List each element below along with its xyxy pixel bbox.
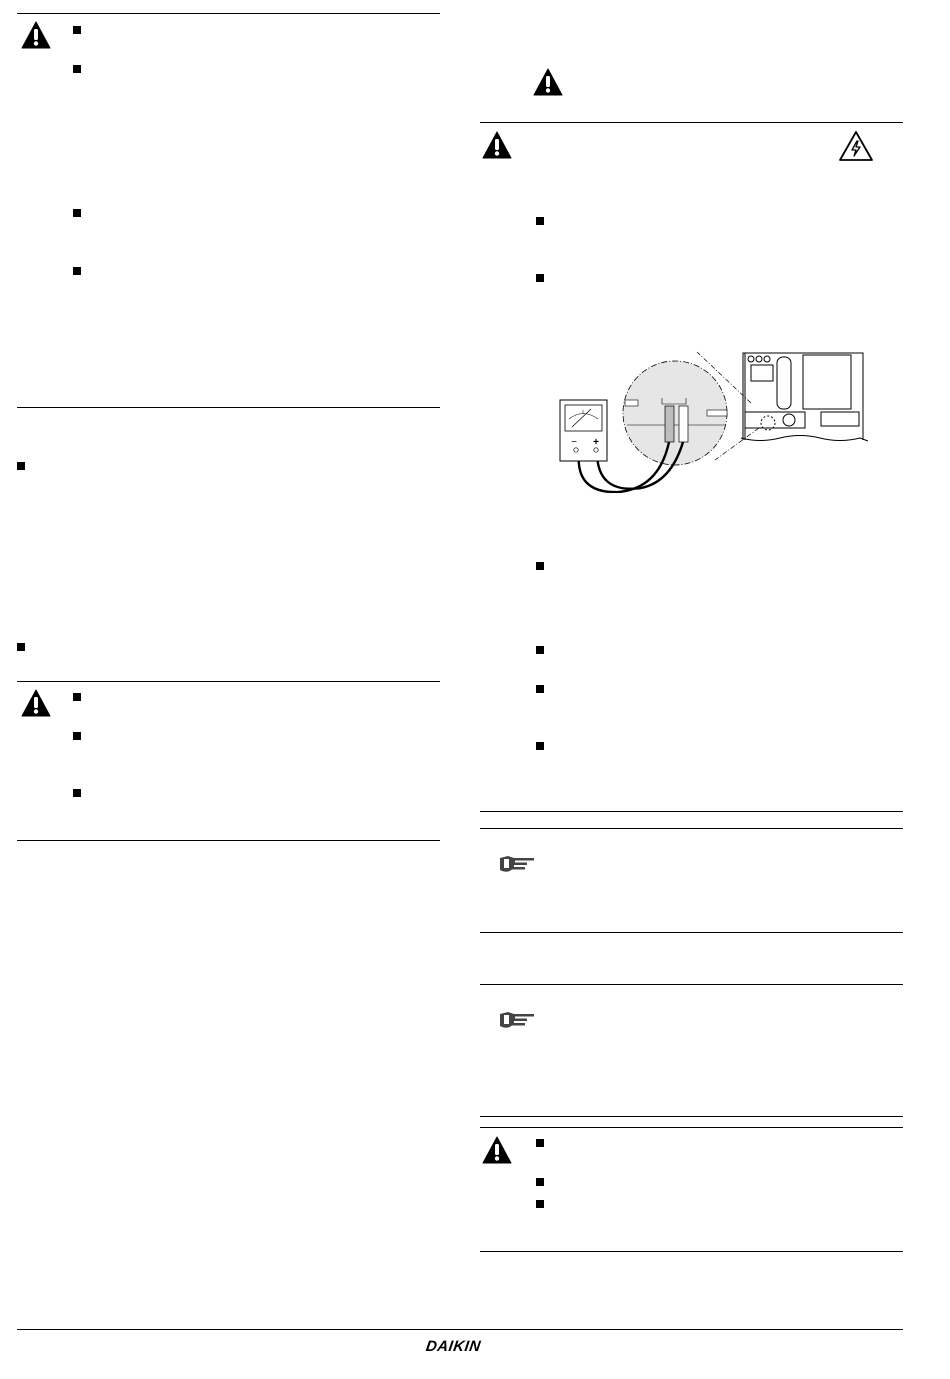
multimeter-measurement-figure	[555, 348, 875, 493]
warning-triangle-icon	[21, 689, 51, 717]
bullet-square	[536, 742, 544, 750]
bullet-square	[73, 26, 81, 34]
pointing-hand-note-icon	[498, 852, 538, 874]
section-rule	[480, 828, 903, 829]
section-rule	[480, 1251, 903, 1252]
warning-triangle-icon	[482, 1136, 512, 1164]
bullet-square	[73, 789, 81, 797]
bullet-square	[536, 1178, 544, 1186]
bullet-square	[536, 1200, 544, 1208]
bullet-square	[73, 209, 81, 217]
bullet-square	[17, 643, 25, 651]
unit-outline	[741, 353, 868, 441]
bullet-square	[536, 217, 544, 225]
pointing-hand-note-icon	[498, 1008, 538, 1030]
bullet-square	[73, 693, 81, 701]
footer-rule	[17, 1329, 903, 1330]
section-rule	[480, 122, 903, 123]
section-rule	[480, 932, 903, 933]
bullet-square	[73, 267, 81, 275]
bullet-square	[73, 65, 81, 73]
warning-triangle-icon	[533, 68, 563, 96]
zoom-detail	[623, 352, 759, 465]
warning-triangle-icon	[482, 131, 512, 159]
section-rule	[480, 811, 903, 812]
section-rule	[17, 681, 440, 682]
section-rule	[17, 840, 440, 841]
bullet-square	[536, 1139, 544, 1147]
section-rule	[480, 984, 903, 985]
meter-plus-label: +	[593, 437, 599, 448]
section-rule	[17, 407, 440, 408]
warning-triangle-icon	[21, 21, 51, 49]
bullet-square	[536, 685, 544, 693]
bullet-square	[536, 646, 544, 654]
bullet-square	[17, 462, 25, 470]
electric-hazard-icon	[838, 130, 874, 162]
multimeter	[560, 400, 607, 461]
section-rule	[17, 13, 440, 14]
section-rule	[480, 1127, 903, 1128]
bullet-square	[536, 562, 544, 570]
daikin-logo: DAIKIN	[424, 1338, 482, 1355]
meter-minus-label: −	[571, 437, 577, 448]
bullet-square	[73, 732, 81, 740]
section-rule	[480, 1116, 903, 1117]
bullet-square	[536, 274, 544, 282]
